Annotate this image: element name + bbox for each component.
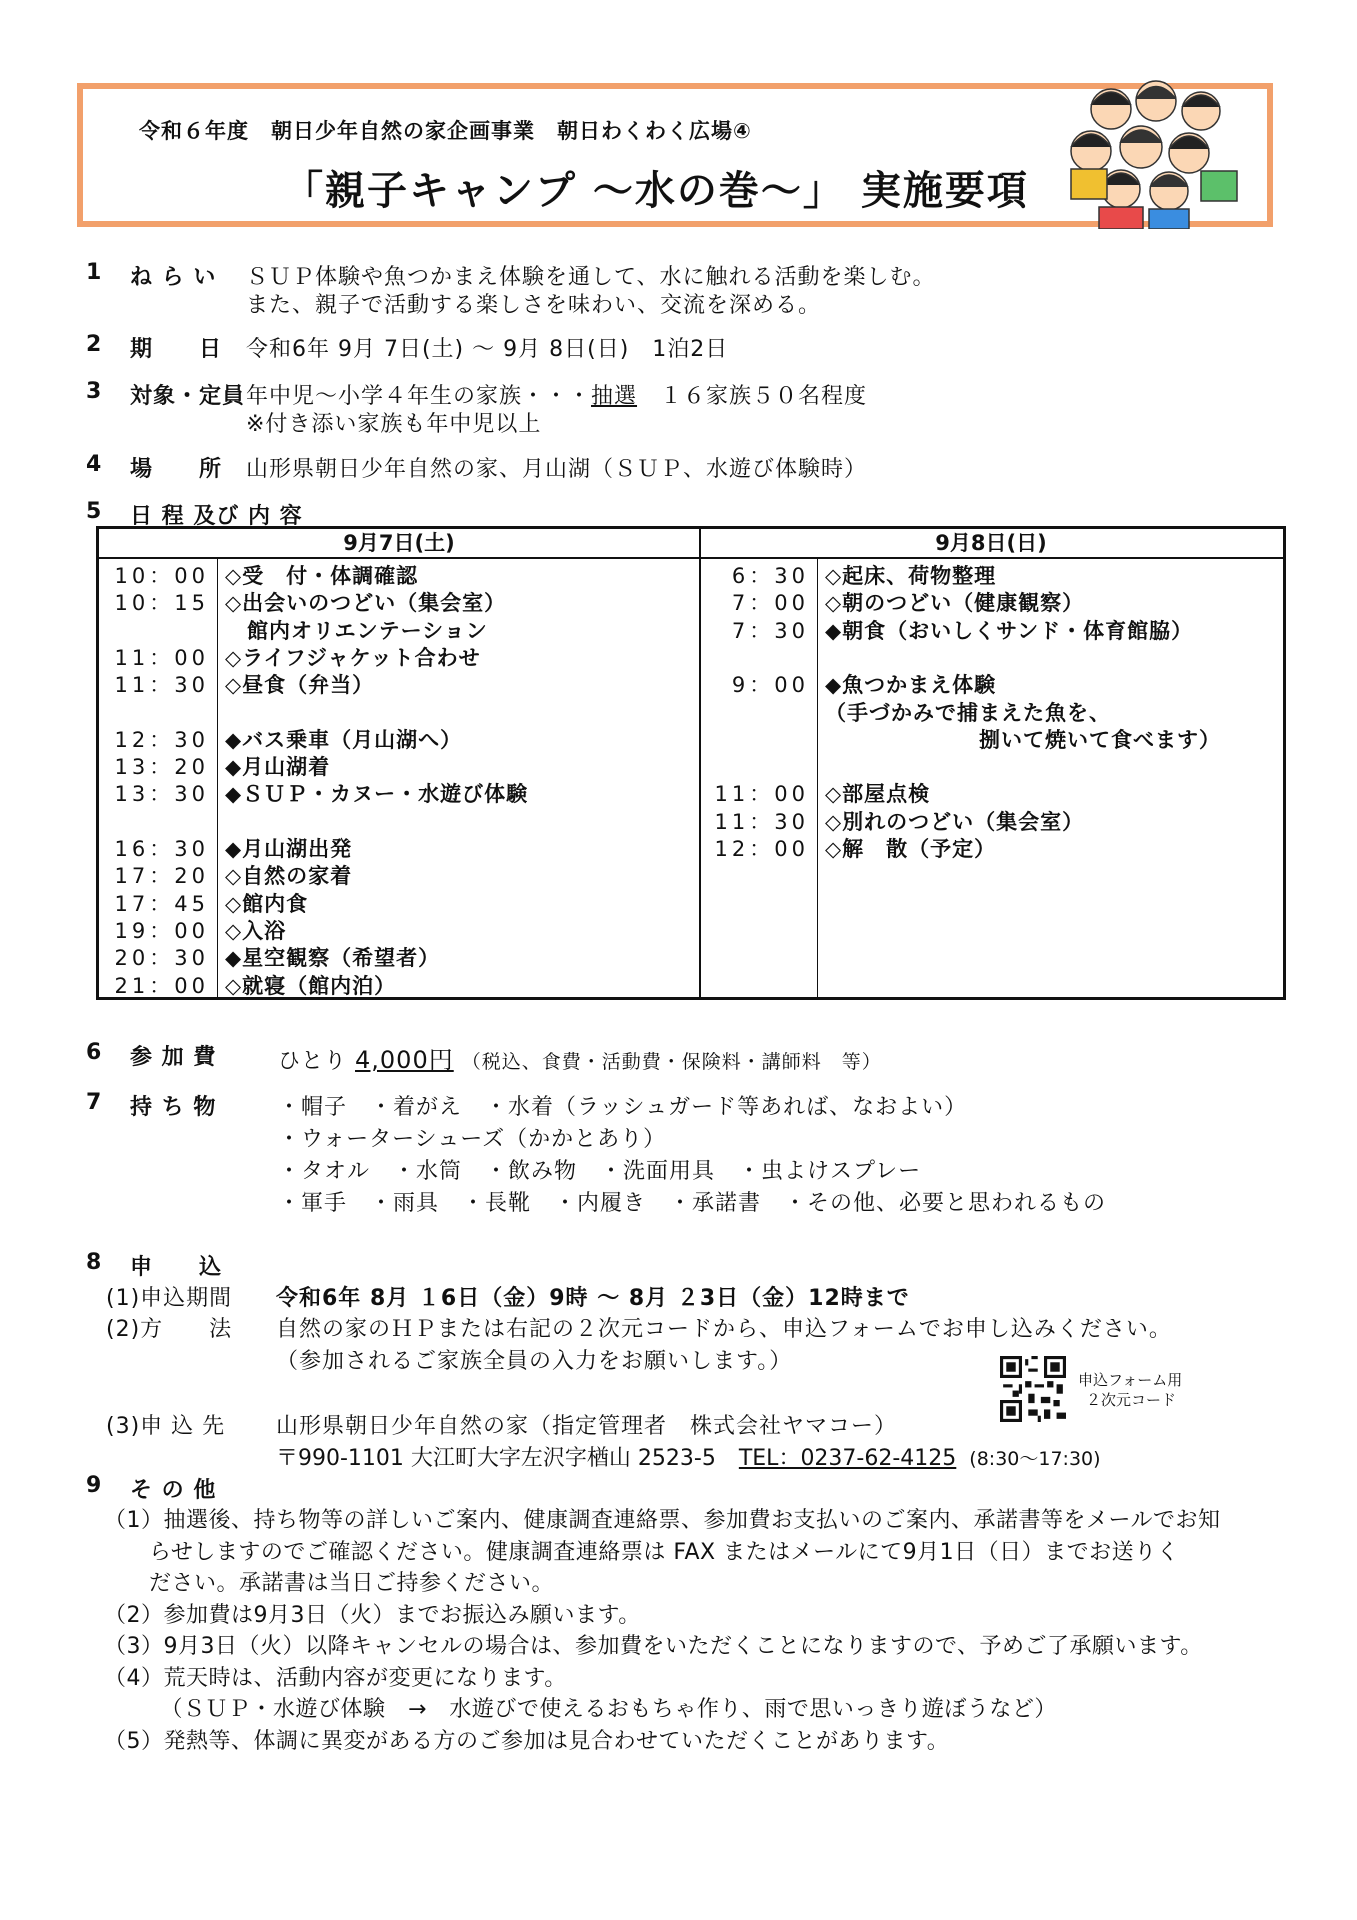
section-1 [86,260,936,290]
section-7 [86,1090,217,1120]
section-4-number: 4 [86,452,103,477]
items-line-4: ・軍手 ・雨具 ・長靴 ・内履き ・承諾書 ・その他、必要と思われるもの [278,1191,1107,1216]
page-title-suffix: 実施要項 [860,168,1029,214]
schedule-activity: ◇部屋点検 [825,782,931,807]
section-3-text [246,379,867,410]
section-3-note: ※付き添い家族も年中児以上 [246,412,542,437]
qr-caption-line-2: ２次元コード [1086,1391,1177,1409]
schedule-time: 17：20 [114,864,209,889]
note-line: ださい。承諾書は当日ご持参ください。 [104,1571,555,1596]
items-line-1: ・帽子 ・着がえ ・水着（ラッシュガード等あれば、なおよい） [278,1095,968,1120]
phone-number[interactable]: TEL：0237-62-4125 [738,1446,957,1471]
section-2-text: 令和6年 9月 7日(土) ～ 9月 8日(日) 1泊2日 [246,337,729,362]
schedule-time: 10：00 [114,564,209,588]
schedule-activity: 捌いて焼いて食べます） [825,727,1221,752]
schedule-time: 19：00 [114,918,209,943]
schedule-time: 11：30 [714,809,809,834]
fee-prefix: ひとり [278,1049,348,1074]
schedule-activity: ◇起床、荷物整理 [825,564,997,588]
apply-period-text: 令和6年 8月 １6日（金）9時 ～ 8月 ２3日（金）12時まで [276,1286,910,1311]
section-3 [86,379,868,409]
schedule-time: 6：30 [731,564,809,588]
apply-period-label: (1)申込期間 [106,1286,233,1311]
schedule-time: 10：15 [114,591,209,616]
section-3-number: 3 [86,379,103,404]
schedule-time: 11：00 [714,782,809,807]
schedule-activity: ◇解 散（予定） [825,837,997,861]
section-6 [86,1040,882,1074]
qr-code[interactable] [1000,1356,1066,1422]
apply-contact-text: 山形県朝日少年自然の家（指定管理者 株式会社ヤマコー） [276,1414,898,1439]
section-3-capacity: １６家族５０名程度 [660,384,868,409]
header-subtitle: 令和６年度 朝日少年自然の家企画事業 朝日わくわく広場④ [139,119,752,143]
office-hours: (8:30～17:30) [969,1448,1101,1470]
schedule-activity: ◆星空観察（希望者） [225,946,441,971]
section-4-label: 場 所 [130,457,223,482]
schedule-activity: ◇入浴 [225,918,287,943]
schedule-time: 16：30 [114,837,209,861]
note-line: （3）9月3日（火）以降キャンセルの場合は、参加費をいただくことになりますので、予めご了承願います。 [104,1634,1203,1659]
note-line: （5）発熱等、体調に異変がある方のご参加は見合わせていただくことがあります。 [104,1728,950,1754]
section-6-label: 参 加 費 [130,1045,217,1070]
schedule-activity: （手づかみで捕まえた魚を、 [825,700,1111,725]
section-4 [86,452,868,482]
schedule-activity: ◆朝食（おいしくサンド・体育館脇） [825,618,1194,643]
section-5 [86,499,303,529]
section-8-number: 8 [86,1250,103,1275]
section-3-lottery: 抽選 [591,384,638,409]
schedule-activity: ◇別れのつどい（集会室） [825,809,1085,834]
schedule-time: 12：30 [114,727,209,752]
items-line-3: ・タオル ・水筒 ・飲み物 ・洗面用具 ・虫よけスプレー [278,1159,922,1184]
schedule-activity: ◆魚つかまえ体験 [825,673,997,698]
section-5-label: 日 程 及び 内 容 [130,504,303,529]
apply-method-text: 自然の家のＨＰまたは右記の２次元コードから、申込フォームでお申し込みください。 [276,1317,1172,1342]
section-2 [86,332,729,362]
day2-time-divider [817,557,818,997]
schedule-activity: ◇自然の家着 [225,864,353,889]
section-8 [86,1250,223,1280]
day-divider [699,529,701,997]
schedule-time: 20：30 [114,946,209,971]
header-box [77,83,1273,227]
schedule-activity: ◆月山湖出発 [225,837,353,861]
section-7-label: 持 ち 物 [130,1095,217,1120]
section-5-number: 5 [86,499,103,524]
schedule-activity: 館内オリエンテーション [225,618,488,643]
apply-contact-label: (3)申 込 先 [106,1414,226,1439]
apply-method-note: （参加されるご家族全員の入力をお願いします。） [276,1349,793,1374]
page-title [283,159,1029,216]
section-1-number: 1 [86,260,103,285]
note-line: （4）荒天時は、活動内容が変更になります。 [104,1665,567,1691]
schedule-time: 9：00 [731,673,809,698]
schedule-activity: ◇出会いのつどい（集会室） [225,591,507,616]
qr-caption [1078,1370,1182,1410]
apply-method-label: (2)方 法 [106,1317,233,1342]
fee-note: （税込、食費・活動費・保険料・講師料 等） [461,1051,882,1073]
schedule-time: 17：45 [114,891,209,916]
note-line: （1）抽選後、持ち物等の詳しいご案内、健康調査連絡票、参加費お支払いのご案内、承諾書等をメールでお知 [104,1508,1221,1533]
qr-caption-line-1: 申込フォーム用 [1078,1371,1183,1389]
schedule-activity: ◇館内食 [225,891,309,916]
section-8-label: 申 込 [130,1255,223,1280]
fee-price: 4,000円 [355,1046,454,1074]
day1-time-divider [217,557,218,997]
schedule-table [96,526,1286,1000]
schedule-activity: ◇ライフジャケット合わせ [225,645,481,670]
schedule-time: 13：20 [114,755,209,780]
section-2-number: 2 [86,332,103,357]
schedule-time: 7：00 [731,591,809,616]
section-1-label: ね ら い [130,265,217,290]
schedule-activity: ◇就寝（館内泊） [225,973,397,998]
schedule-activity: ◆月山湖着 [225,755,331,780]
schedule-activity: ◆バス乗車（月山湖へ） [225,727,463,752]
section-1-text: ＳＵＰ体験や魚つかまえ体験を通して、水に触れる活動を楽しむ。 [246,265,936,290]
schedule-activity: ◇昼食（弁当） [225,673,375,698]
section-9 [86,1473,217,1503]
section-1-text-2: また、親子で活動する楽しさを味わい、交流を深める。 [246,293,822,318]
schedule-time: 11：00 [114,645,209,670]
address: 〒990-1101 大江町大字左沢字楢山 2523-5 [276,1446,716,1471]
section-6-text [278,1040,882,1075]
section-7-number: 7 [86,1090,103,1115]
section-6-number: 6 [86,1040,103,1065]
apply-address-line [276,1441,1101,1472]
section-3-target: 年中児～小学４年生の家族・・・ [246,384,592,409]
section-9-label: そ の 他 [130,1478,217,1503]
note-line: らせしますのでご確認ください。健康調査連絡票は FAX またはメールにて9月1日（日）までお送りく [104,1539,1180,1565]
schedule-time: 13：30 [114,782,209,807]
page-title-main: 「親子キャンプ ～水の巻～」 [283,168,845,214]
section-3-label: 対象・定員 [130,384,246,409]
items-line-2: ・ウォーターシューズ（かかとあり） [278,1127,667,1152]
schedule-activity: ◆ＳＵＰ・カヌー・水遊び体験 [225,782,529,807]
children-illustration [1051,69,1251,229]
day1-header: 9月7日(土) [99,529,699,559]
schedule-activity: ◇朝のつどい（健康観察） [825,591,1085,616]
section-2-label: 期 日 [130,337,223,362]
section-4-text: 山形県朝日少年自然の家、月山湖（ＳＵＰ、水遊び体験時） [246,457,868,482]
section-9-number: 9 [86,1473,103,1498]
schedule-time: 21：00 [114,973,209,998]
note-line: （2）参加費は9月3日（火）までお振込み願います。 [104,1602,641,1628]
schedule-activity: ◇受 付・体調確認 [225,564,419,588]
schedule-time: 7：30 [731,618,809,643]
schedule-time: 11：30 [114,673,209,698]
schedule-time: 12：00 [714,837,809,861]
note-line: （ＳＵＰ・水遊び体験 → 水遊びで使えるおもちゃ作り、雨で思いっきり遊ぼうなど） [104,1697,1057,1722]
day2-header: 9月8日(日) [699,529,1283,559]
